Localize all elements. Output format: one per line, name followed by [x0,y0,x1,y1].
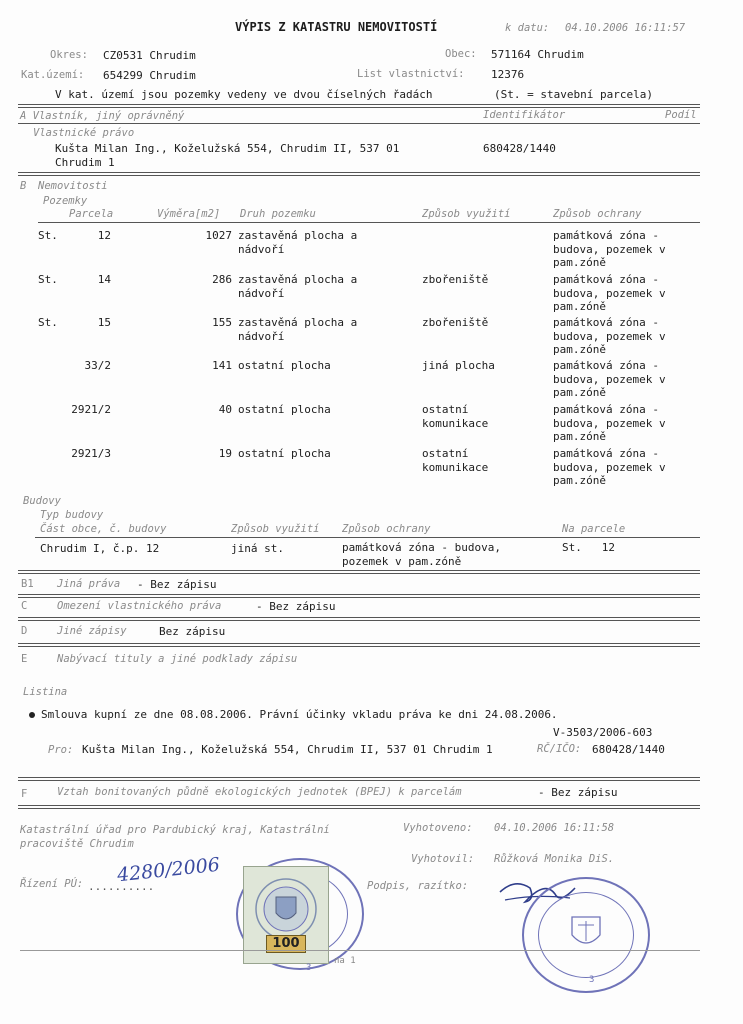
divider [35,537,700,538]
coat-of-arms-icon [568,913,604,953]
parcel-protection: památková zóna - budova, pozemek v pam.zóně [553,447,666,487]
parcel-area: 286 [212,273,232,286]
parcel-use: zbořeniště [422,316,489,329]
divider [20,950,700,951]
section-d-value: Bez zápisu [159,625,226,638]
section-f-letter: F [21,788,28,800]
building-use: jiná st. [231,542,284,555]
divider [18,805,700,809]
parcel-prefix: St. [38,316,58,329]
parcel-protection: památková zóna - budova, pozemek v pam.zóně [553,359,666,399]
section-a-title: A Vlastník, jiný oprávněný [20,110,185,122]
parcel-prefix: St. [38,229,58,242]
divider [18,172,700,176]
col-vyuziti: Způsob využití [422,208,511,220]
section-d-title: Jiné zápisy [57,625,127,637]
obec-value: 571164 Chrudim [491,48,584,61]
parcel-land-type: zastavěná plocha a nádvoří [238,273,358,300]
parcel-land-type: zastavěná plocha a nádvoří [238,229,358,256]
section-e-title: Nabývací tituly a jiné podklady zápisu [57,653,298,665]
col-vymera: Výměra[m2] [157,208,221,220]
col-ochrana: Způsob ochrany [553,208,642,220]
divider [38,222,700,223]
ku-value: 654299 Chrudim [103,69,196,82]
buildings-title: Budovy [23,495,61,507]
listina-pro-label: Pro: [48,744,74,756]
office-line1: Katastrální úřad pro Pardubický kraj, Katastrální [20,824,330,836]
listina-title: Listina [23,686,68,698]
parcel-protection: památková zóna - budova, pozemek v pam.zóně [553,229,666,269]
section-d-letter: D [21,625,28,637]
divider [18,104,700,108]
okres-label: Okres: [50,49,88,61]
building-parcel: St. 12 [562,541,615,554]
parcel-number: 33/2 [84,359,111,372]
col-parcela: Parcela [69,208,114,220]
parcel-prefix: St. [38,273,58,286]
parcel-area: 19 [218,447,232,460]
rizeni-dots: .......... [88,880,155,893]
building-type-label: Typ budovy [40,509,104,521]
parcel-land-type: ostatní plocha [238,447,331,460]
parcel-number: 2921/2 [71,403,111,416]
parcel-land-type: zastavěná plocha a nádvoří [238,316,358,343]
listina-contract: Smlouva kupní ze dne 08.08.2006. Právní účinky vkladu práva ke dni 24.08.2006. [41,708,558,721]
parcel-area: 141 [212,359,232,372]
ku-label: Kat.území: [21,69,85,81]
section-b-letter: B [20,180,27,192]
listina-pro-value: Kušta Milan Ing., Koželužská 554, Chrudim II, 537 01 Chrudim 1 [82,743,493,756]
col-building-part: Část obce, č. budovy [40,523,167,535]
parcel-protection: památková zóna - budova, pozemek v pam.zóně [553,403,666,443]
building-protection: památková zóna - budova, pozemek v pam.zóně [342,541,501,568]
section-c-letter: C [21,600,28,612]
divider [18,594,700,598]
parcel-number: 15 [97,316,111,329]
section-b1-letter: B1 [21,578,34,590]
parcel-number: 14 [97,273,111,286]
owner-id: 680428/1440 [483,142,556,155]
obec-label: Obec: [445,48,477,60]
col-building-protection: Způsob ochrany [342,523,431,535]
section-b1-value: - Bez zápisu [137,578,217,591]
parcel-use: jiná plocha [422,359,495,372]
vyhotoveno-value: 04.10.2006 16:11:58 [494,822,615,834]
ownership-right-label: Vlastnické právo [33,127,135,139]
divider [18,643,700,647]
office-line2: pracoviště Chrudim [20,838,134,850]
date-value: 04.10.2006 16:11:57 [565,22,686,34]
parcel-series-note-2: (St. = stavební parcela) [494,88,653,101]
date-label: k datu: [505,22,550,34]
owner-address-line1: Kušta Milan Ing., Koželužská 554, Chrudim II, 537 01 [55,142,400,155]
col-building-use: Způsob využití [231,523,320,535]
section-e-letter: E [21,653,28,665]
parcel-area: 40 [218,403,232,416]
stamp-number-right: 3 [589,975,595,985]
page-indicator: na 1 [334,956,356,966]
parcel-number: 2921/3 [71,447,111,460]
col-identifier: Identifikátor [483,109,566,121]
parcel-use: ostatní komunikace [422,447,489,474]
parcel-series-note: V kat. území jsou pozemky vedeny ve dvou číselných řadách [55,88,433,101]
lv-label: List vlastnictví: [357,68,465,80]
section-c-value: - Bez zápisu [256,600,336,613]
parcels-subheading: Pozemky [43,195,88,207]
okres-value: CZ0531 Chrudim [103,49,196,62]
col-druh: Druh pozemku [240,208,316,220]
col-building-parcel: Na parcele [562,523,626,535]
section-b1-title: Jiná práva [57,578,121,590]
parcel-area: 1027 [205,229,232,242]
divider [18,570,700,574]
section-f-title: Vztah bonitovaných půdně ekologických jednotek (BPEJ) k parcelám [57,786,462,798]
vyhotoveno-label: Vyhotoveno: [403,822,473,834]
vyhotovil-value: Růžková Monika DiS. [494,853,615,865]
divider [18,123,700,124]
section-b-title: Nemovitosti [38,180,108,192]
parcel-protection: památková zóna - budova, pozemek v pam.zóně [553,273,666,313]
parcel-land-type: ostatní plocha [238,359,331,372]
listina-reference: V-3503/2006-603 [553,726,653,739]
divider [18,617,700,621]
parcel-protection: památková zóna - budova, pozemek v pam.zóně [553,316,666,356]
parcel-land-type: ostatní plocha [238,403,331,416]
col-share: Podíl [665,109,697,121]
stamp-number-left: 3 [306,963,312,973]
document-title: VÝPIS Z KATASTRU NEMOVITOSTÍ [235,20,438,34]
fee-value: 100 [266,935,306,953]
lv-value: 12376 [491,68,525,81]
owner-address-line2: Chrudim 1 [55,156,115,169]
rizeni-label: Řízení PÚ: [20,878,84,890]
rizeni-handwritten: 4280/2006 [116,853,221,887]
listina-rc-label: RČ/IČO: [537,743,582,755]
signature-label: Podpis, razítko: [367,880,469,892]
vyhotovil-label: Vyhotovil: [411,853,475,865]
parcel-number: 12 [97,229,111,242]
section-f-value: - Bez zápisu [538,786,618,799]
listina-rc-value: 680428/1440 [592,743,665,756]
parcel-area: 155 [212,316,232,329]
building-part: Chrudim I, č.p. 12 [40,542,160,555]
divider [18,777,700,781]
parcel-use: ostatní komunikace [422,403,489,430]
section-c-title: Omezení vlastnického práva [57,600,222,612]
bullet-icon [29,712,35,718]
official-stamp-right [522,877,650,993]
parcel-use: zbořeniště [422,273,489,286]
